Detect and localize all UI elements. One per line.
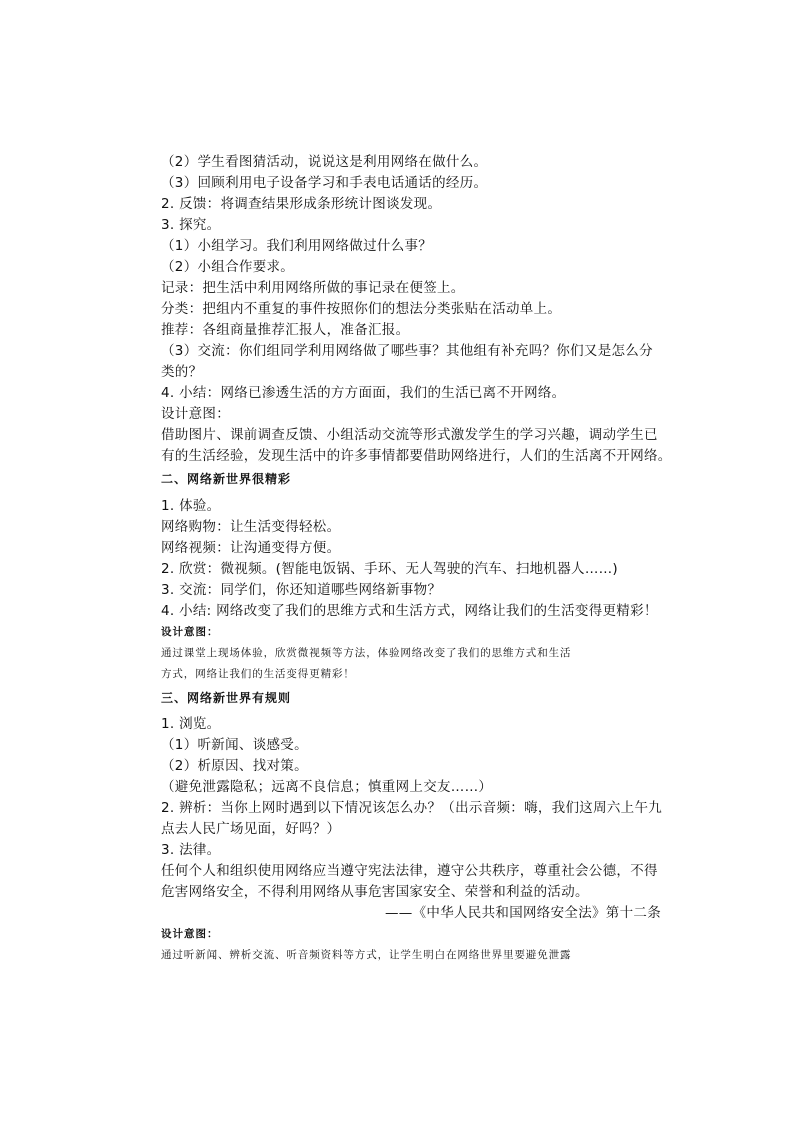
design-intent-label: 设计意图： xyxy=(161,626,219,638)
text-line: 通过听新闻、辨析交流、听音频资料等方式，让学生明白在网络世界里要避免泄露 xyxy=(161,949,572,961)
text-line: 借助图片、课前调查反馈、小组活动交流等形式激发学生的学习兴趣，调动学生已 xyxy=(161,427,658,443)
text-line: （3）回顾利用电子设备学习和手表电话通话的经历。 xyxy=(161,175,488,191)
law-citation: ——《中华人民共和国网络安全法》第十二条 xyxy=(385,905,661,921)
text-line: 3. 交流：同学们，你还知道哪些网络新事物？ xyxy=(161,582,442,598)
text-line: 3. 法律。 xyxy=(161,842,221,858)
text-line: 4. 小结：网络已渗透生活的方方面面，我们的生活已离不开网络。 xyxy=(161,385,566,401)
text-line: 类的？ xyxy=(161,364,203,380)
text-line: 4. 小结: 网络改变了我们的思维方式和生活方式，网络让我们的生活变得更精彩！ xyxy=(161,603,658,619)
section-heading: 三、网络新世界有规则 xyxy=(161,691,292,705)
text-line: 网络购物：让生活变得轻松。 xyxy=(161,519,341,535)
text-line: 推荐：各组商量推荐汇报人，准备汇报。 xyxy=(161,322,410,338)
text-line: 任何个人和组织使用网络应当遵守宪法法律，遵守公共秩序，尊重社会公德，不得 xyxy=(161,863,658,879)
text-line: 网络视频：让沟通变得方便。 xyxy=(161,540,341,556)
text-line: （1）听新闻、谈感受。 xyxy=(161,737,308,753)
text-line: （2）小组合作要求。 xyxy=(161,259,295,275)
text-line: 1. 浏览。 xyxy=(161,716,221,732)
text-line: （避免泄露隐私；远离不良信息；慎重网上交友……） xyxy=(161,779,493,795)
text-line: 2. 欣赏：微视频。(智能电饭锅、手环、无人驾驶的汽车、扫地机器人……) xyxy=(161,561,619,577)
text-line: 方式，网络让我们的生活变得更精彩！ xyxy=(161,668,355,680)
text-line: （1）小组学习。我们利用网络做过什么事？ xyxy=(161,238,433,254)
text-line: 记录：把生活中利用网络所做的事记录在便签上。 xyxy=(161,280,465,296)
text-line: （3）交流：你们组同学利用网络做了哪些事？其他组有补充吗？你们又是怎么分 xyxy=(161,343,653,359)
text-line: （2）析原因、找对策。 xyxy=(161,758,308,774)
text-line: 1. 体验。 xyxy=(161,498,221,514)
design-intent-label: 设计意图： xyxy=(161,406,230,422)
section-heading: 二、网络新世界很精彩 xyxy=(161,472,292,486)
text-line: 有的生活经验，发现生活中的许多事情都要借助网络进行，人们的生活离不开网络。 xyxy=(161,448,672,464)
text-line: 分类：把组内不重复的事件按照你们的想法分类张贴在活动单上。 xyxy=(161,301,562,317)
text-line: （2）学生看图猜活动，说说这是利用网络在做什么。 xyxy=(161,154,488,170)
text-line: 危害网络安全，不得利用网络从事危害国家安全、荣誉和利益的活动。 xyxy=(161,884,589,900)
design-intent-label: 设计意图： xyxy=(161,928,219,940)
text-line: 3. 探究。 xyxy=(161,217,221,233)
text-line: 通过课堂上现场体验，欣赏微视频等方法，体验网络改变了我们的思维方式和生活 xyxy=(161,647,572,659)
text-line: 2. 反馈：将调查结果形成条形统计图谈发现。 xyxy=(161,196,442,212)
text-line: 2. 辨析：当你上网时遇到以下情况该怎么办？（出示音频：嗨，我们这周六上午九 xyxy=(161,800,663,816)
text-line: 点去人民广场见面，好吗？） xyxy=(161,821,341,837)
